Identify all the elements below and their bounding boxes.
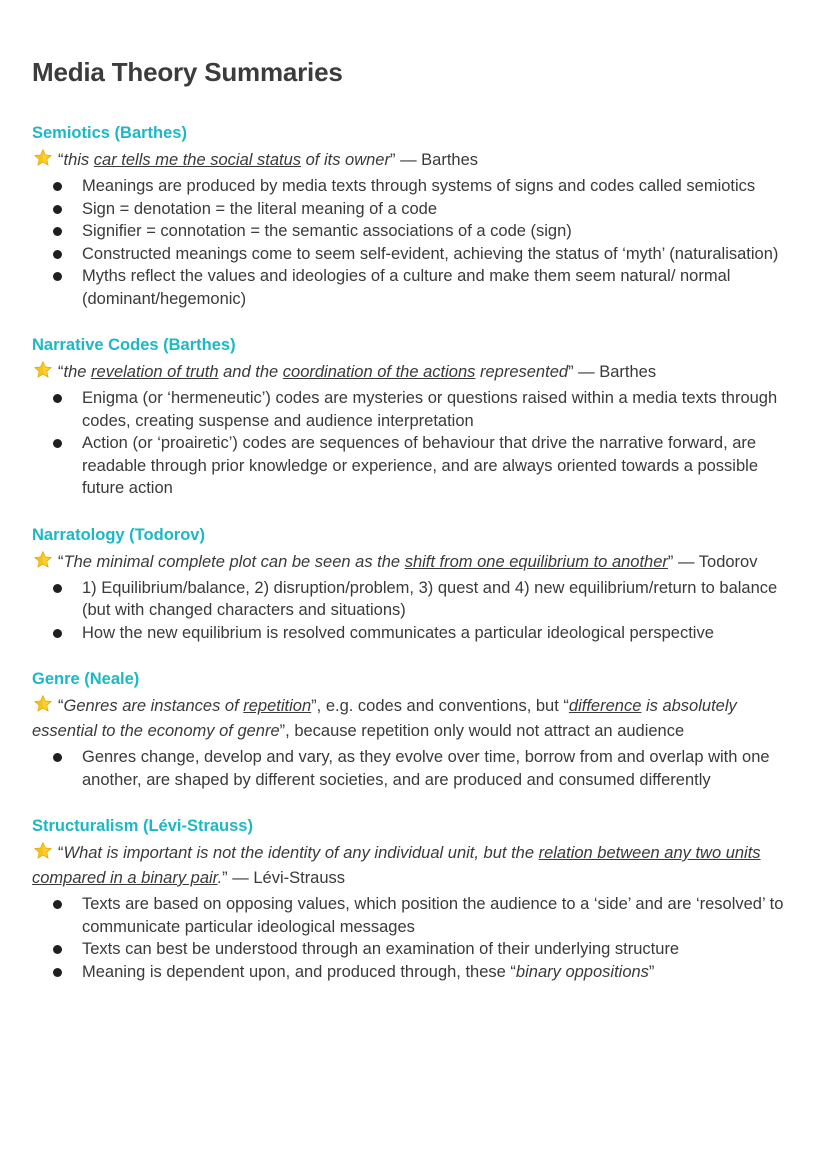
section-heading: Narrative Codes (Barthes) [32,336,236,354]
list-item: Signifier = connotation = the semantic associations of a code (sign) [32,220,802,243]
section-narrative-codes [32,334,802,500]
section-heading: Genre (Neale) [32,670,140,688]
bullet-dot [53,753,62,762]
bullet-dot [53,205,62,214]
section-structuralism [32,815,802,983]
bullet-dot [53,439,62,448]
list-item: Texts can best be understood through an examination of their underlying structure [32,938,802,961]
bullet-dot [53,629,62,638]
section-semiotics [32,122,802,310]
list-item: Meaning is dependent upon, and produced through, these “binary oppositions” [32,961,802,984]
bullet-list [32,387,802,500]
list-item: Genres change, develop and vary, as they evolve over time, borrow from and overlap with one another, are shaped by different societies, and are produced and consumed differently [32,746,802,791]
bullet-list [32,175,802,310]
section-quote: “The minimal complete plot can be seen as the shift from one equilibrium to another” — Todorov [32,550,802,575]
list-item: Action (or ‘proairetic’) codes are sequences of behaviour that drive the narrative forward, are readable through prior knowledge or experience, and are always oriented towards a possible future action [32,432,802,500]
bullet-dot [53,182,62,191]
section-quote: “this car tells me the social status of its owner” — Barthes [32,148,802,173]
bullet-dot [53,227,62,236]
list-item: Meanings are produced by media texts through systems of signs and codes called semiotics [32,175,802,198]
section-heading: Semiotics (Barthes) [32,124,187,142]
star-icon [32,694,54,714]
star-icon [32,841,54,861]
bullet-dot [53,900,62,909]
bullet-dot [53,968,62,977]
list-item: Enigma (or ‘hermeneutic’) codes are mysteries or questions raised within a media texts through codes, creating suspense and audience interpretation [32,387,802,432]
bullet-dot [53,250,62,259]
section-narratology [32,524,802,645]
list-item: How the new equilibrium is resolved communicates a particular ideological perspective [32,622,802,645]
list-item: Constructed meanings come to seem self-evident, achieving the status of ‘myth’ (naturalisation) [32,243,802,266]
page-title: Media Theory Summaries [32,57,343,87]
section-heading: Structuralism (Lévi-Strauss) [32,817,253,835]
bullet-dot [53,394,62,403]
bullet-dot [53,584,62,593]
section-quote: “the revelation of truth and the coordination of the actions represented” — Barthes [32,360,802,385]
star-icon [32,550,54,570]
bullet-list [32,746,802,791]
list-item: Myths reflect the values and ideologies of a culture and make them seem natural/ normal (dominant/hegemonic) [32,265,802,310]
section-heading: Narratology (Todorov) [32,525,205,544]
section-quote: “Genres are instances of repetition”, e.g. codes and conventions, but “difference is absolutely essential to the economy of genre”, because repetition only would not attract an audience [32,694,802,744]
bullet-list [32,893,802,983]
star-icon [32,360,54,380]
list-item: Texts are based on opposing values, which position the audience to a ‘side’ and are ‘resolved’ to communicate particular ideological messages [32,893,802,938]
list-item: Sign = denotation = the literal meaning of a code [32,198,802,221]
star-icon [32,148,54,168]
bullet-dot [53,272,62,281]
section-quote: “What is important is not the identity of any individual unit, but the relation between any two units compared in a binary pair.” — Lévi-Strauss [32,841,802,891]
document-page [32,56,802,1007]
bullet-list [32,577,802,645]
list-item: 1) Equilibrium/balance, 2) disruption/problem, 3) quest and 4) new equilibrium/return to balance (but with changed characters and situations) [32,577,802,622]
bullet-dot [53,945,62,954]
section-genre [32,668,802,791]
